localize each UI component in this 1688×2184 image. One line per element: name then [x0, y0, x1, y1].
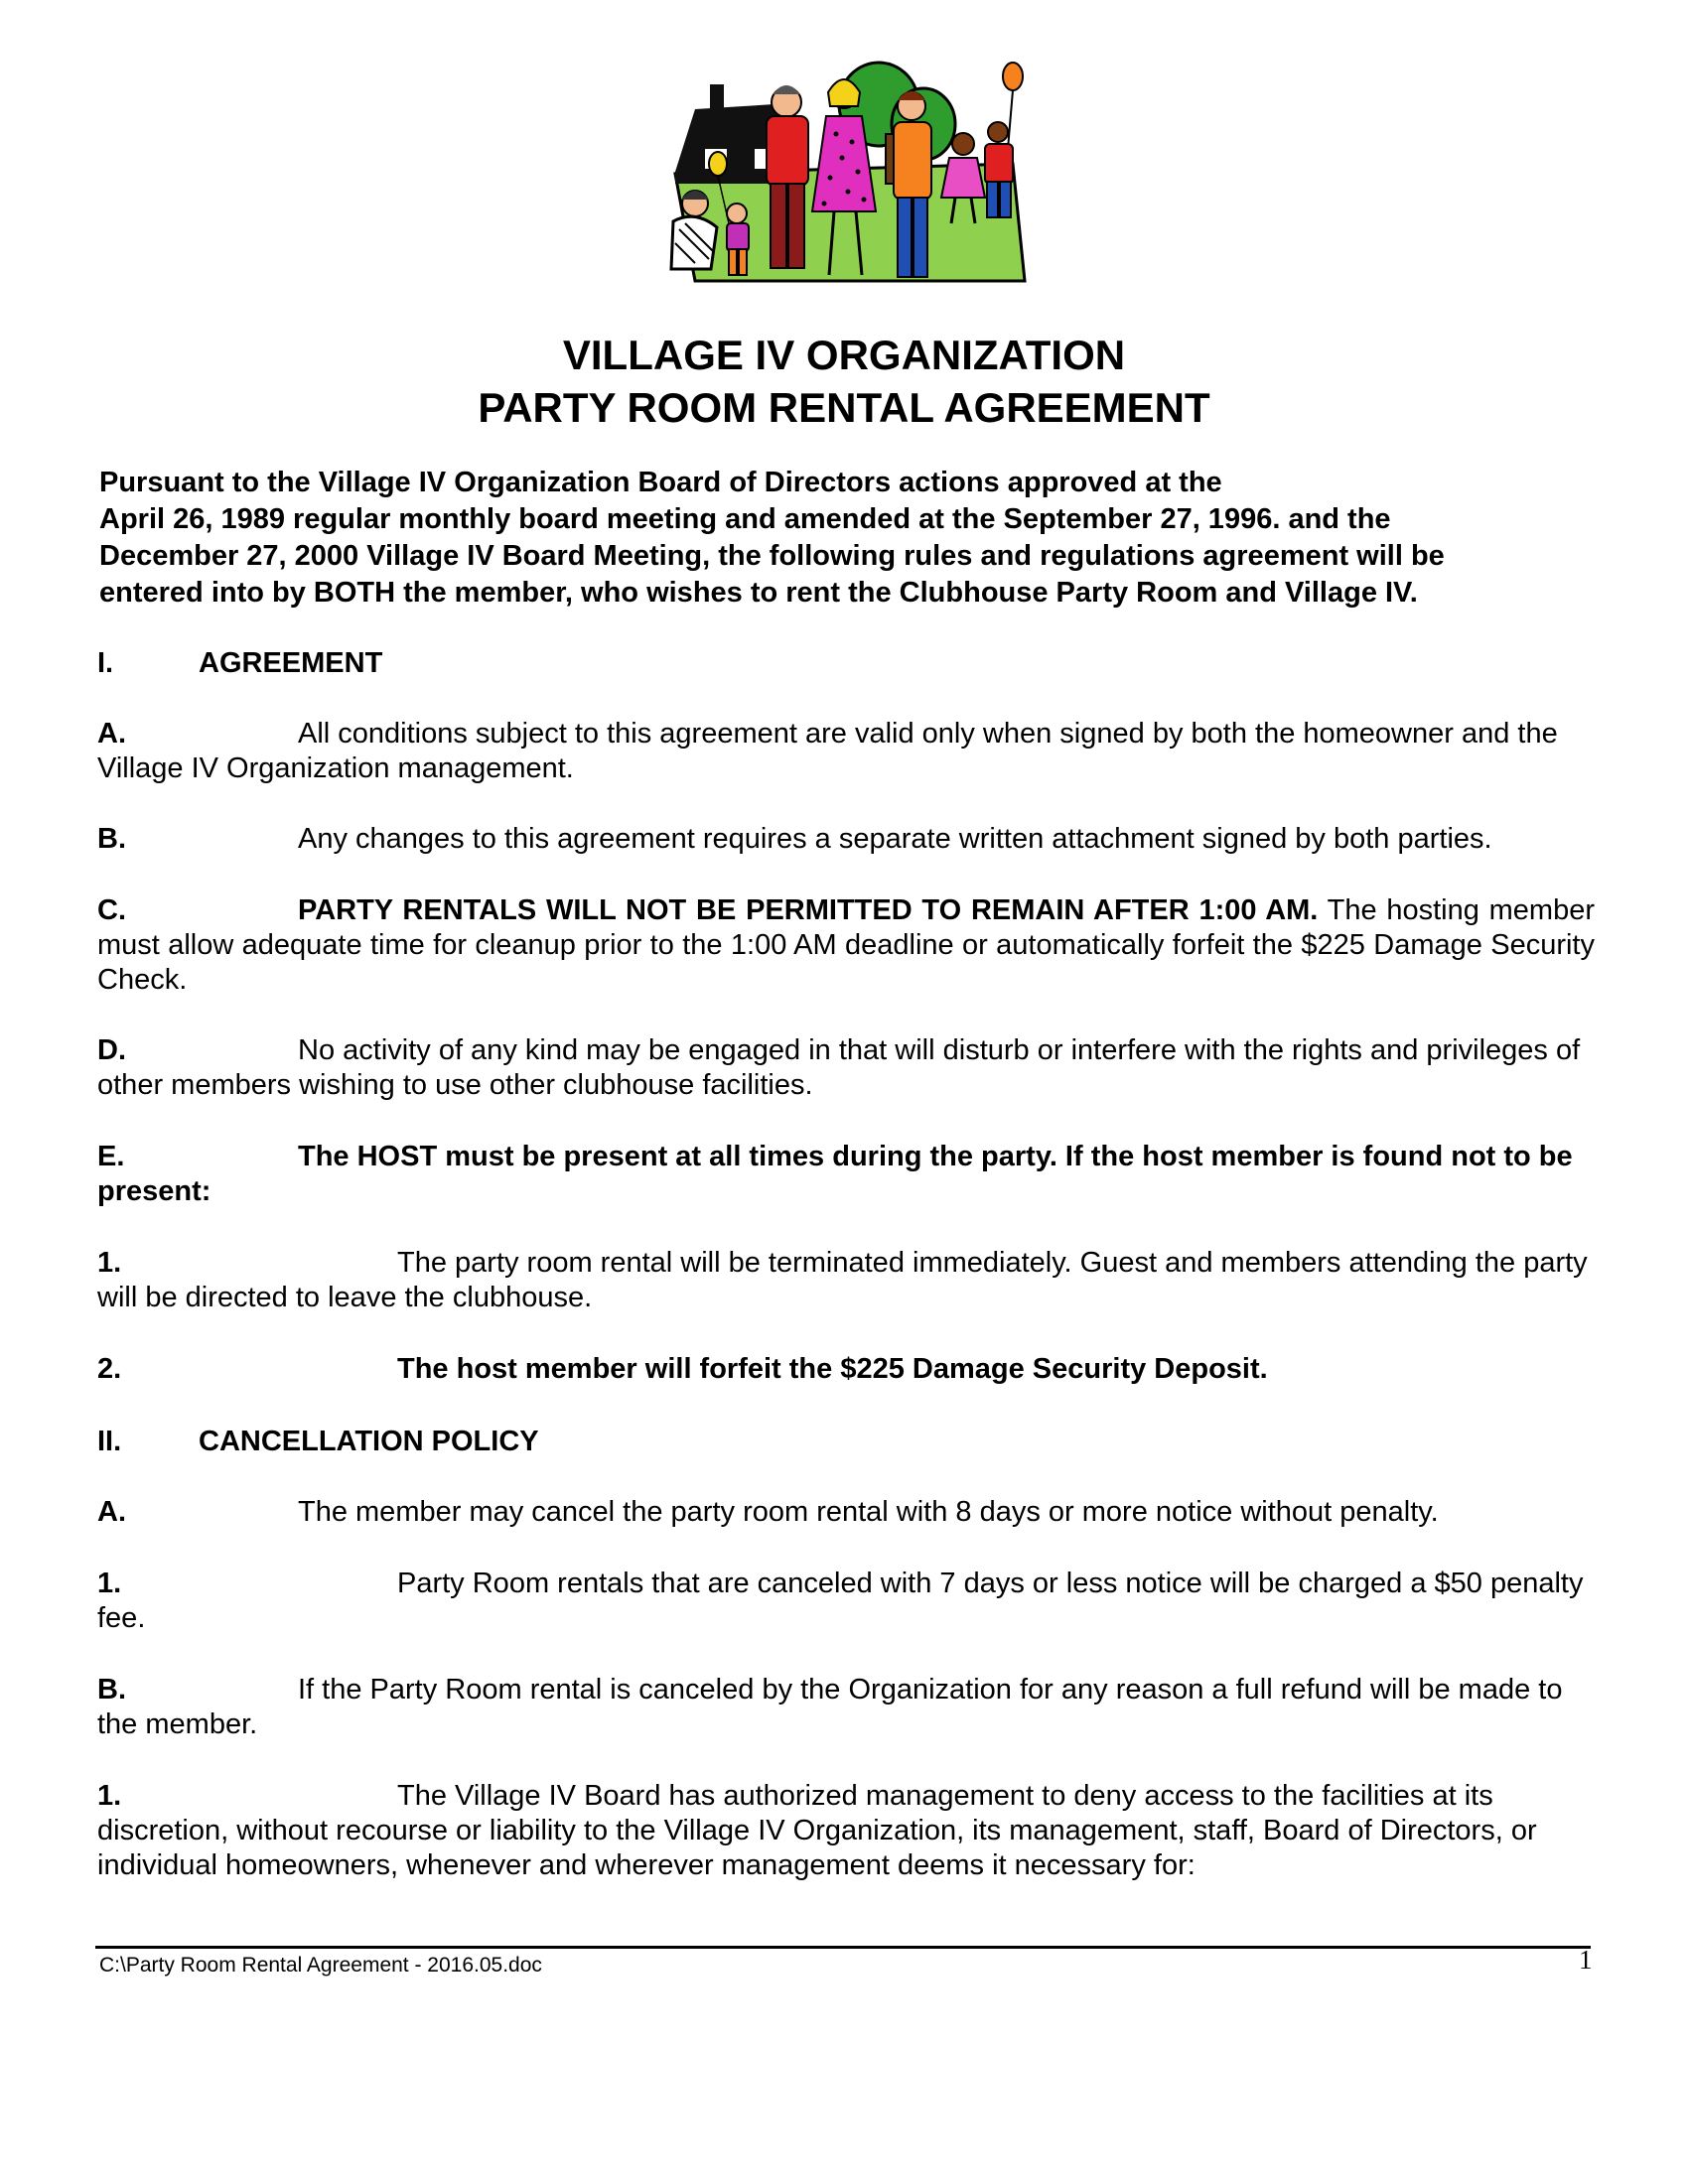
clause-II-B — [97, 1673, 1595, 1742]
clause-label: 1. — [97, 1568, 122, 1599]
clause-text: The party room rental will be terminated immediately. Guest and members attending the party will be directed to leave the clubhouse. — [97, 1247, 1588, 1313]
clause-text: Party Room rentals that are canceled with 7 days or less notice will be charged a $50 penalty fee. — [97, 1568, 1584, 1634]
intro-paragraph — [99, 465, 1609, 612]
clause-label: B. — [97, 1674, 126, 1706]
section-heading-cancellation — [97, 1424, 539, 1459]
intro-line: entered into by BOTH the member, who wishes to rent the Clubhouse Party Room and Village IV. — [99, 577, 1418, 609]
page-number: 1 — [1579, 1945, 1593, 1975]
clause-bold-text: The HOST must be present at all times during the party. If the host member is found not to be present: — [97, 1141, 1573, 1207]
intro-line: April 26, 1989 regular monthly board meeting and amended at the September 27, 1996. and the — [99, 503, 1391, 535]
clause-II-A — [97, 1495, 1595, 1530]
clause-label: A. — [97, 718, 126, 750]
clause-label: 1. — [97, 1780, 122, 1812]
clause-text: All conditions subject to this agreement are valid only when signed by both the homeowner and the Village IV Organization management. — [97, 718, 1558, 784]
clause-label: D. — [97, 1034, 126, 1066]
clause-text: If the Party Room rental is canceled by the Organization for any reason a full refund will be made to the member. — [97, 1674, 1563, 1740]
footer-divider — [95, 1946, 1591, 1949]
section-number: II. — [97, 1426, 122, 1457]
section-heading-agreement — [97, 645, 382, 681]
section-title: AGREEMENT — [199, 647, 383, 679]
footer-filename: C:\Party Room Rental Agreement - 2016.05.doc — [99, 1954, 542, 1977]
section-number: I. — [97, 647, 114, 679]
intro-line: December 27, 2000 Village IV Board Meeting, the following rules and regulations agreement will be — [99, 540, 1445, 572]
clause-label: A. — [97, 1496, 126, 1528]
clause-text: No activity of any kind may be engaged in that will disturb or interfere with the rights and privileges of other members wishing to use other clubhouse facilities. — [97, 1034, 1581, 1101]
clause-label: C. — [97, 894, 126, 926]
clause-II-B-1 — [97, 1779, 1595, 1883]
clause-bold-text: The host member will forfeit the $225 Damage Security Deposit. — [397, 1353, 1268, 1385]
clause-I-E-2 — [97, 1352, 1595, 1387]
clause-text: Any changes to this agreement requires a separate written attachment signed by both parties. — [298, 823, 1492, 855]
clause-I-A — [97, 717, 1595, 786]
clause-text: The Village IV Board has authorized management to deny access to the facilities at its discretion, without recourse or liability to the Village IV Organization, its management, staff, Board of Directors, or individual homeowners, whenever and wherever management deems it necessary for: — [97, 1780, 1537, 1881]
clause-label: 2. — [97, 1353, 122, 1385]
clause-label: B. — [97, 823, 126, 855]
clause-II-A-1 — [97, 1567, 1595, 1636]
document-title-line1: VILLAGE IV ORGANIZATION — [562, 332, 1126, 378]
party-people-clipart-icon — [655, 55, 1033, 293]
clause-label: E. — [97, 1141, 125, 1172]
clause-text: The member may cancel the party room rental with 8 days or more notice without penalty. — [298, 1496, 1439, 1528]
clause-text: The hosting member must allow adequate time for cleanup prior to the 1:00 AM deadline or automatically forfeit the $225 Damage Security Check. — [97, 894, 1595, 996]
clause-I-C — [97, 893, 1595, 998]
clause-I-B — [97, 822, 1595, 857]
clause-label: 1. — [97, 1247, 122, 1279]
document-title-line2: PARTY ROOM RENTAL AGREEMENT — [478, 384, 1210, 431]
clause-I-D — [97, 1033, 1595, 1103]
intro-line: Pursuant to the Village IV Organization Board of Directors actions approved at the — [99, 467, 1222, 498]
section-title: CANCELLATION POLICY — [199, 1426, 539, 1457]
clause-I-E — [97, 1140, 1595, 1209]
clause-bold-text: PARTY RENTALS WILL NOT BE PERMITTED TO REMAIN AFTER 1:00 AM. — [298, 894, 1319, 926]
clause-I-E-1 — [97, 1246, 1595, 1315]
